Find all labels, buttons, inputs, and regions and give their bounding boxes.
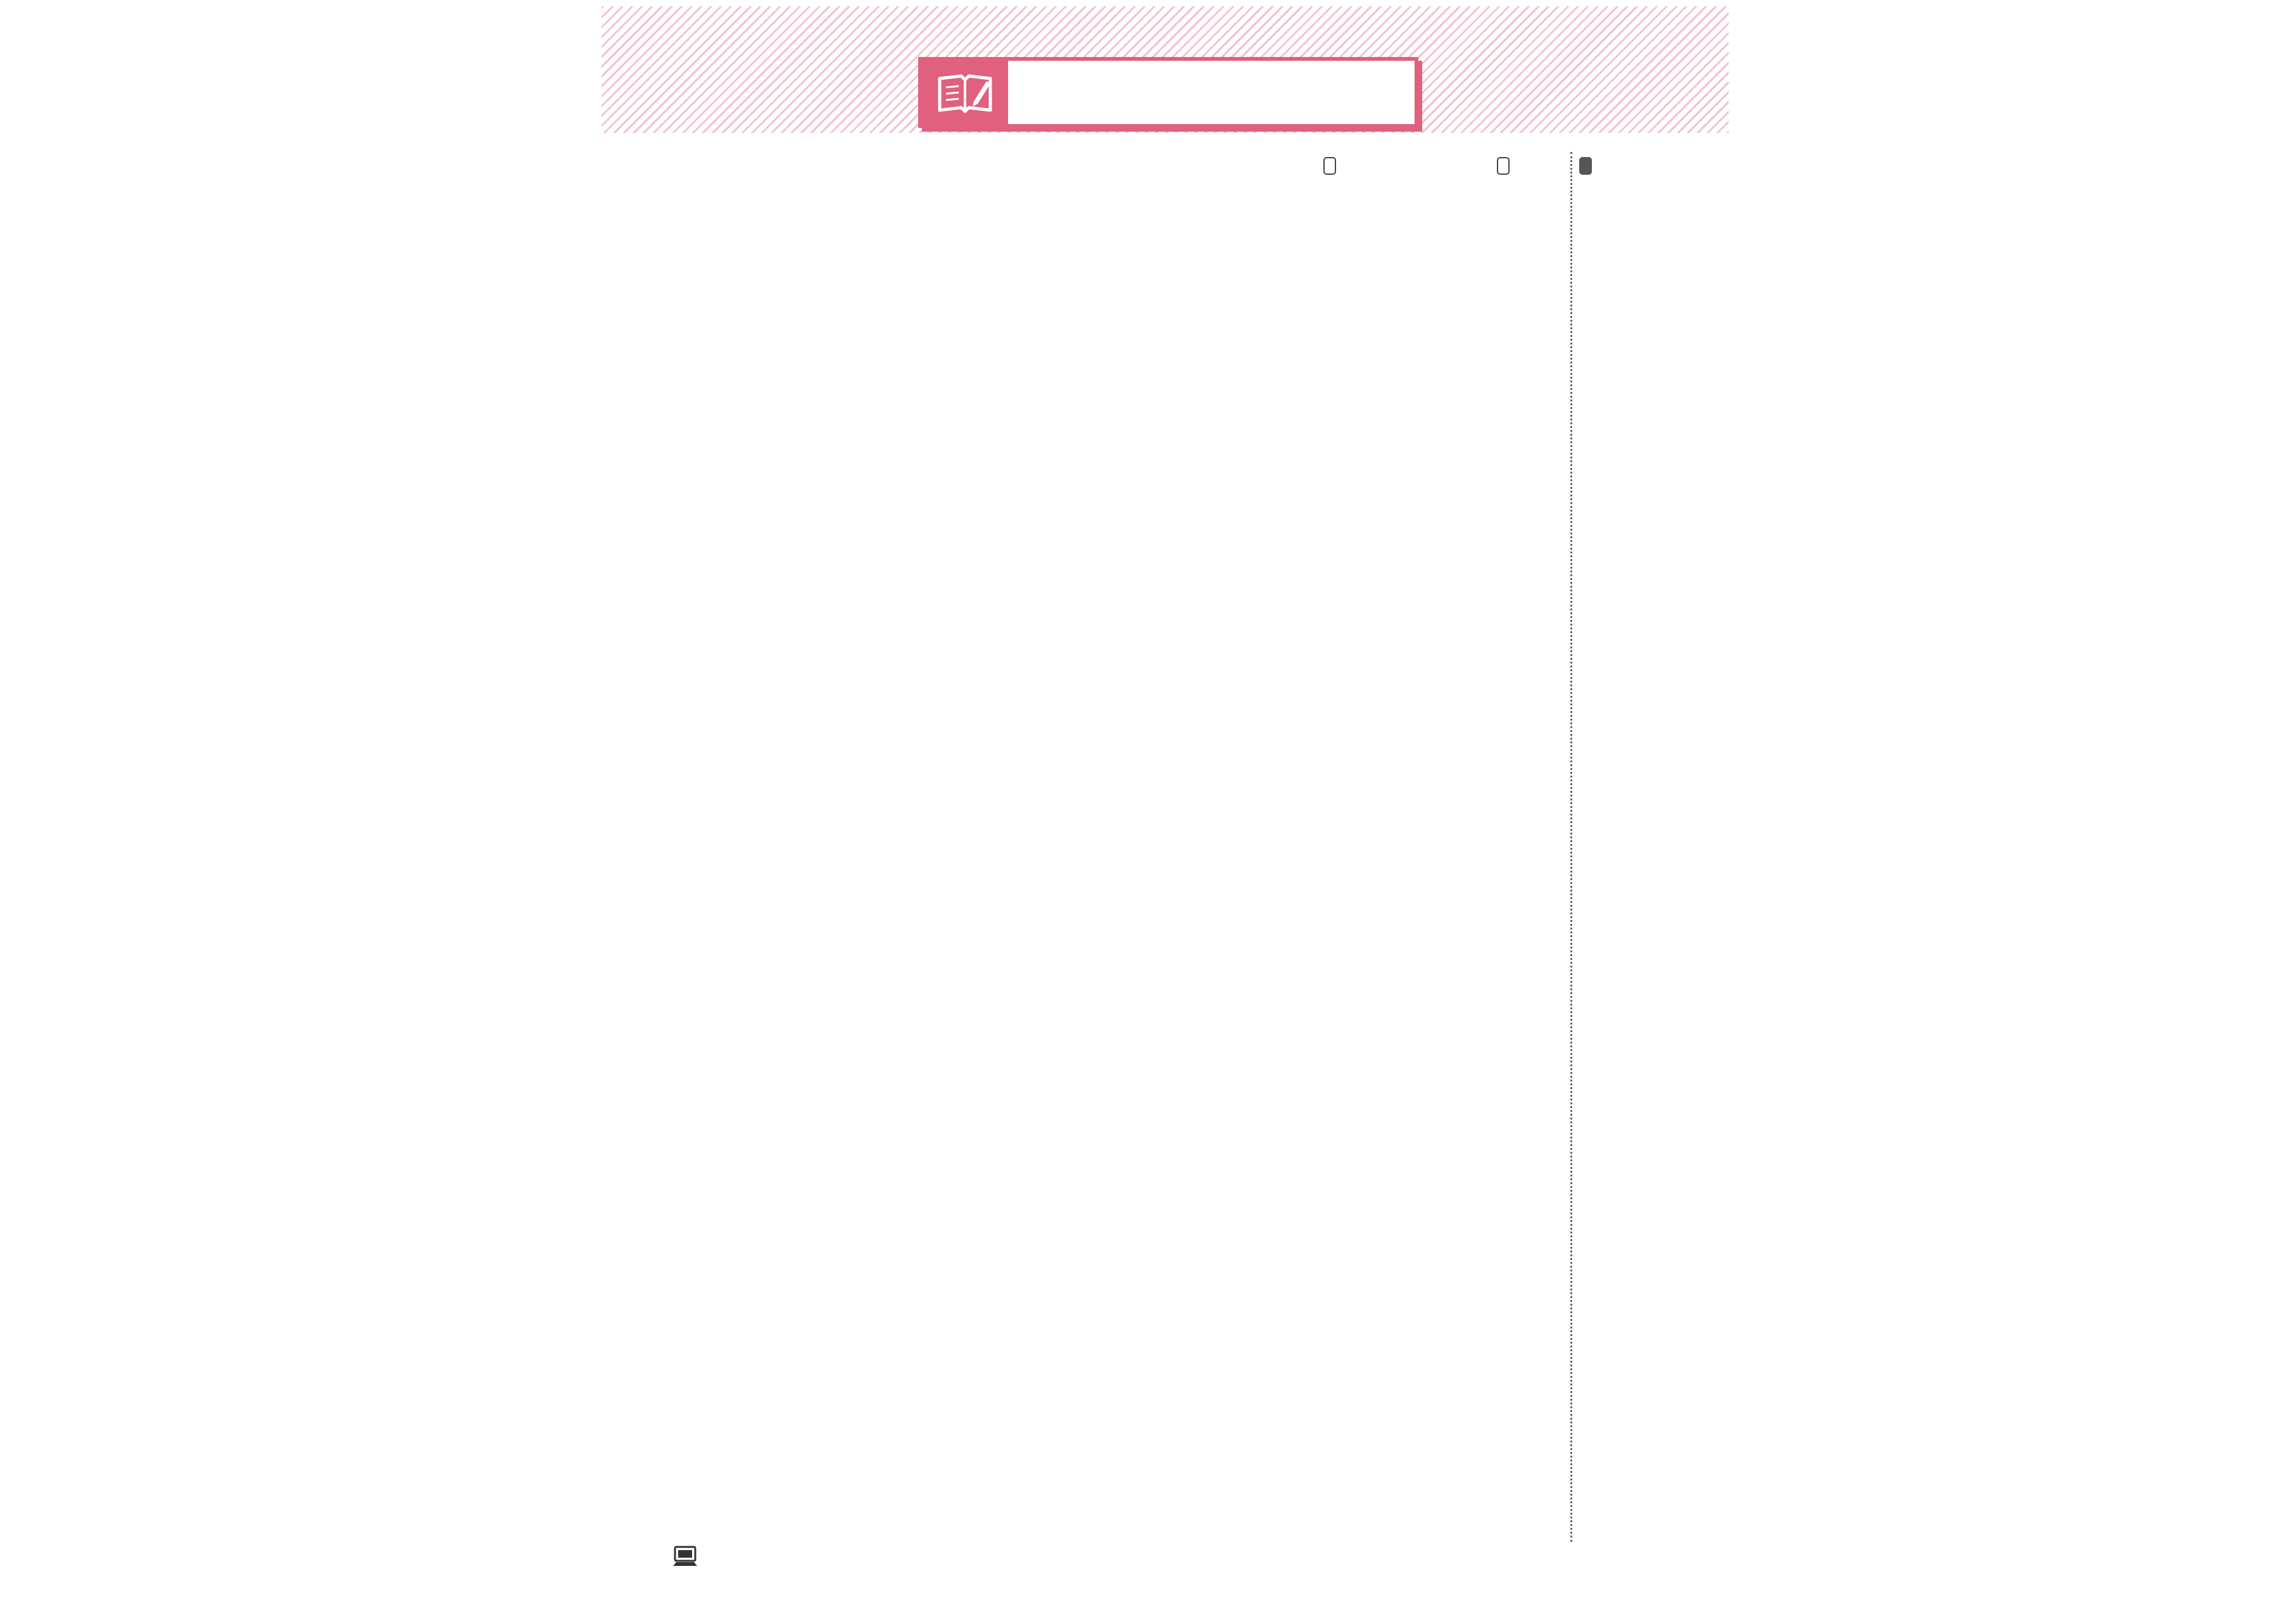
study-date-header-2 bbox=[1497, 157, 1510, 175]
computer-icon bbox=[672, 1545, 698, 1579]
score-column-divider bbox=[1570, 152, 1572, 1542]
score-header bbox=[1579, 157, 1592, 175]
toc-page bbox=[602, 0, 1729, 1621]
study-date-header-1 bbox=[1323, 157, 1336, 175]
title-box bbox=[918, 57, 1418, 128]
notebook-pencil-icon bbox=[922, 61, 1008, 124]
footer-note bbox=[672, 1545, 705, 1577]
